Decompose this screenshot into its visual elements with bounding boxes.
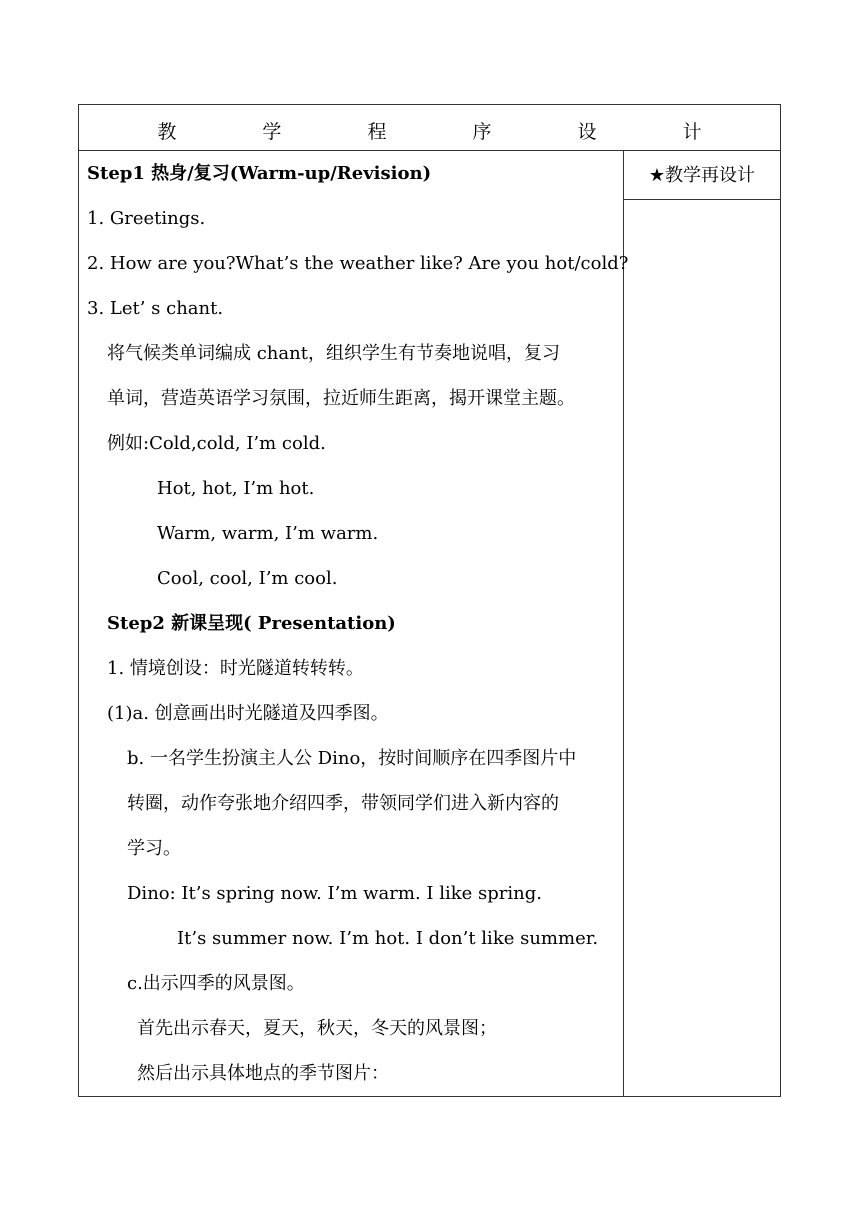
text-line: 首先出示春天，夏天，秋天，冬天的风景图； [137,1018,497,1039]
step2-heading: Step2 新课呈现( Presentation) [107,613,396,634]
redesign-column-header: ★教学再设计 [624,151,780,200]
text-line: b. 一名学生扮演主人公 Dino，按时间顺序在四季图片中 [127,748,577,769]
text-line: c.出示四季的风景图。 [127,973,305,994]
text-line: 学习。 [127,838,181,859]
text-line: It’s summer now. I’m hot. I don’t like summer. [177,928,599,949]
text-line: 单词，营造英语学习氛围，拉近师生距离，揭开课堂主题。 [107,388,575,409]
step1-heading: Step1 热身/复习(Warm-up/Revision) [87,163,432,184]
text-line: 将气候类单词编成 chant，组织学生有节奏地说唱，复习 [107,343,560,364]
text-line: Warm, warm, I’m warm. [157,523,379,544]
table-header-row [79,105,780,151]
text-line: 例如:Cold,cold, I’m cold. [107,433,326,454]
text-line: 然后出示具体地点的季节图片： [137,1063,389,1084]
text-line: 1. 情境创设：时光隧道转转转。 [107,658,364,679]
text-line: 1. Greetings. [87,208,206,229]
text-line: 2. How are you?What’s the weather like? Are you hot/cold? [87,253,629,274]
text-line: Dino: It’s spring now. I’m warm. I like spring. [127,883,542,904]
text-line: 3. Let’ s chant. [87,298,224,319]
text-line: Hot, hot, I’m hot. [157,478,315,499]
text-line: Cool, cool, I’m cool. [157,568,338,589]
lesson-plan-table [78,104,781,1097]
text-line: (1)a. 创意画出时光隧道及四季图。 [107,703,389,724]
column-divider [623,151,624,1096]
text-line: 转圈，动作夸张地介绍四季，带领同学们进入新内容的 [127,793,559,814]
table-header-title: 教 学 程 序 设 计 [157,121,742,143]
